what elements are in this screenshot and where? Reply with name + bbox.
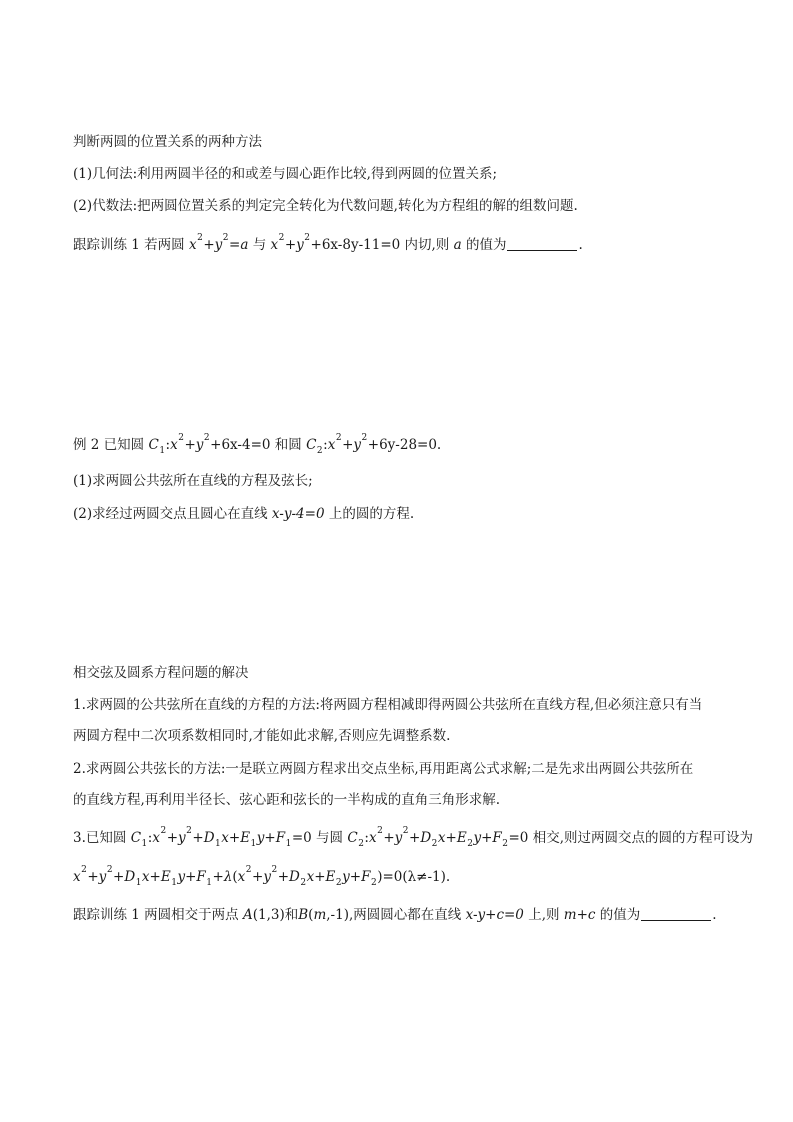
exercise1-line <box>73 233 583 254</box>
exercise2-mid1: 和 <box>284 907 299 923</box>
circle-c2-equation: $C_2:x^2+y^2$ <box>306 433 368 456</box>
exercise2-mid2: ,两圆圆心都在直线 <box>348 907 462 923</box>
circle1-equation: $x^2+y^2=a$ <box>188 233 249 253</box>
section2-heading: 相交弦及圆系方程问题的解决 <box>73 665 249 681</box>
method-geometric: (1)几何法:利用两圆半径的和或差与圆心距作比较,得到两圆的位置关系; <box>73 166 498 182</box>
general-circle-c2: $C_2:x^2+y^2+D_2x+E_2y+F_2=0$ <box>347 826 529 849</box>
exercise2-mid4: 的值为 <box>599 907 641 923</box>
q2-text-b: 上的圆的方程. <box>328 506 415 522</box>
example2-question2 <box>73 505 414 523</box>
formula-end: )=0(λ≠-1). <box>377 869 451 885</box>
circle-c1-equation: $C_1:x^2+y^2$ <box>148 433 210 456</box>
p2-line1: 2.求两圆公共弦长的方法:一是联立两圆方程求出交点坐标,再用距离公式求解;二是先求出两圆公共弦所在 <box>73 761 694 777</box>
exercise2-line: 跟踪训练 1 两圆相交于两点 A(1,3)和B(m,-1),两圆圆心都在直线 x-y+c=0 上,则 m+c 的值为 . <box>73 907 717 923</box>
exercise1-end: . <box>578 237 583 253</box>
exercise1-mid1: 与 <box>252 237 267 253</box>
exercise1-mid3: 的值为 <box>465 237 507 253</box>
section1-heading: 判断两圆的位置关系的两种方法 <box>73 134 262 150</box>
variable-c: c <box>587 907 596 923</box>
method-algebraic: (2)代数法:把两圆位置关系的判定完全转化为代数问题,转化为方程组的解的组数问题. <box>73 198 578 214</box>
p3-line1 <box>73 826 753 849</box>
formula-body: $x^2+y^2+D_1x+E_1y+F_1+\lambda(x^2+y^2+D_2x+E_2y+F_2$ <box>73 865 377 888</box>
answer-blank <box>507 238 577 251</box>
exercise1-prefix: 跟踪训练 1 若两圆 <box>73 237 185 253</box>
center-line-equation: x-y+c=0 <box>465 907 524 923</box>
p3-end: 相交,则过两圆交点的圆的方程可设为 <box>532 830 753 846</box>
c1-tail: +6x-4=0 和圆 <box>210 437 302 453</box>
exercise1-mid2: +6x-8y-11=0 内切,则 <box>310 237 450 253</box>
c2-tail: +6y-28=0. <box>367 437 442 453</box>
point-b: B(m,-1) <box>298 907 349 923</box>
example2-question1: (1)求两圆公共弦所在直线的方程及弦长; <box>73 473 313 489</box>
variable-a: a <box>453 237 462 253</box>
p3-mid: 与圆 <box>316 830 344 846</box>
circle2-equation-head: $x^2+y^2$ <box>270 233 311 253</box>
example2-line <box>73 433 442 456</box>
p3-prefix: 3.已知圆 <box>73 830 127 846</box>
q2-line-equation: x-y-4=0 <box>271 506 325 522</box>
exercise2-prefix: 跟踪训练 1 两圆相交于两点 <box>73 907 239 923</box>
point-a: A(1,3) <box>242 907 285 923</box>
p1-line2: 两圆方程中二次项系数相同时,才能如此求解,否则应先调整系数. <box>73 728 451 744</box>
exercise2-mid3: 上,则 <box>528 907 560 923</box>
exercise2-end: . <box>712 907 717 923</box>
answer-blank-2 <box>641 908 711 921</box>
circle-family-formula <box>73 865 451 888</box>
p1-line1: 1.求两圆的公共弦所在直线的方程的方法:将两圆方程相减即得两圆公共弦所在直线方程,但必须注意只有当 <box>73 697 703 713</box>
general-circle-c1: $C_1:x^2+y^2+D_1x+E_1y+F_1=0$ <box>130 826 312 849</box>
p2-line2: 的直线方程,再利用半径长、弦心距和弦长的一半构成的直角三角形求解. <box>73 792 501 808</box>
expression-m-plus-c: m <box>563 907 577 923</box>
q2-text-a: (2)求经过两圆交点且圆心在直线 <box>73 506 268 522</box>
example2-prefix: 例 2 已知圆 <box>73 437 145 453</box>
